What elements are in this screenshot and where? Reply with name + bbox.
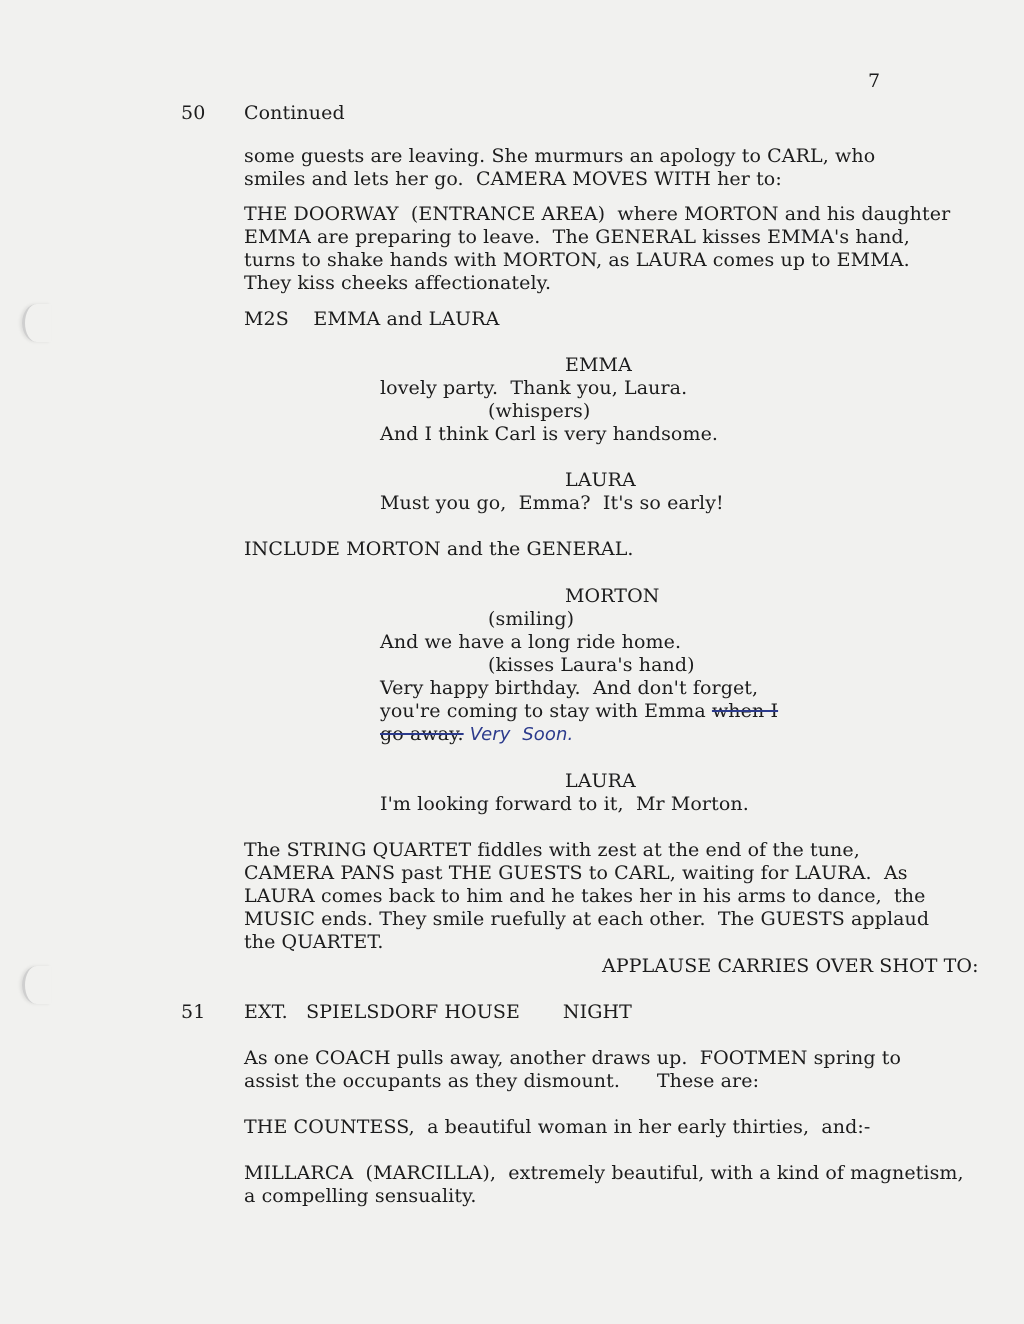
- scene-number: 50: [181, 102, 206, 124]
- scene-heading: EXT. SPIELSDORF HOUSE NIGHT: [244, 1001, 632, 1023]
- parenthetical: (whispers): [488, 400, 591, 422]
- binder-hole: [22, 966, 51, 1004]
- action-line: The STRING QUARTET fiddles with zest at the end of the tune,: [244, 839, 860, 861]
- action-line: assist the occupants as they dismount. These are:: [244, 1070, 760, 1092]
- parenthetical: (smiling): [488, 608, 575, 630]
- struck-text: when I: [711, 700, 779, 722]
- action-line: some guests are leaving. She murmurs an apology to CARL, who: [244, 145, 876, 167]
- struck-text: go away.: [380, 723, 464, 745]
- action-line: LAURA comes back to him and he takes her in his arms to dance, the: [244, 885, 926, 907]
- character-name: LAURA: [565, 770, 636, 792]
- character-name: MORTON: [565, 585, 660, 607]
- scene-heading: Continued: [244, 102, 345, 124]
- transition: APPLAUSE CARRIES OVER SHOT TO:: [602, 955, 979, 977]
- dialogue-line: Must you go, Emma? It's so early!: [380, 492, 724, 514]
- shot-direction: INCLUDE MORTON and the GENERAL.: [244, 538, 634, 560]
- action-line: CAMERA PANS past THE GUESTS to CARL, waiting for LAURA. As: [244, 862, 908, 884]
- dialogue-text: you're coming to stay with Emma: [380, 700, 712, 722]
- action-line: EMMA are preparing to leave. The GENERAL kisses EMMA's hand,: [244, 226, 910, 248]
- action-line: a compelling sensuality.: [244, 1185, 477, 1207]
- dialogue-line: And I think Carl is very handsome.: [380, 423, 719, 445]
- handwritten-correction: Very Soon.: [469, 724, 574, 745]
- action-line: turns to shake hands with MORTON, as LAURA comes up to EMMA.: [244, 249, 910, 271]
- action-line: As one COACH pulls away, another draws up. FOOTMEN spring to: [244, 1047, 902, 1069]
- action-line: They kiss cheeks affectionately.: [244, 272, 552, 294]
- action-line: MILLARCA (MARCILLA), extremely beautiful, with a kind of magnetism,: [244, 1162, 964, 1184]
- action-line: the QUARTET.: [244, 931, 384, 953]
- dialogue-line: Very happy birthday. And don't forget,: [380, 677, 759, 699]
- parenthetical: (kisses Laura's hand): [488, 654, 695, 676]
- character-name: LAURA: [565, 469, 636, 491]
- action-line: MUSIC ends. They smile ruefully at each other. The GUESTS applaud: [244, 908, 930, 930]
- action-line: smiles and lets her go. CAMERA MOVES WITH her to:: [244, 168, 782, 190]
- dialogue-line: lovely party. Thank you, Laura.: [380, 377, 688, 399]
- dialogue-line: And we have a long ride home.: [380, 631, 682, 653]
- page-number: 7: [868, 70, 881, 92]
- shot-direction: M2S EMMA and LAURA: [244, 308, 500, 330]
- dialogue-line: [380, 723, 573, 746]
- action-line: THE DOORWAY (ENTRANCE AREA) where MORTON and his daughter: [244, 203, 951, 225]
- binder-hole: [22, 304, 51, 342]
- dialogue-line: I'm looking forward to it, Mr Morton.: [380, 793, 749, 815]
- dialogue-line: [380, 700, 778, 723]
- action-line: THE COUNTESS, a beautiful woman in her early thirties, and:-: [244, 1116, 871, 1138]
- scene-number: 51: [181, 1001, 206, 1023]
- character-name: EMMA: [565, 354, 632, 376]
